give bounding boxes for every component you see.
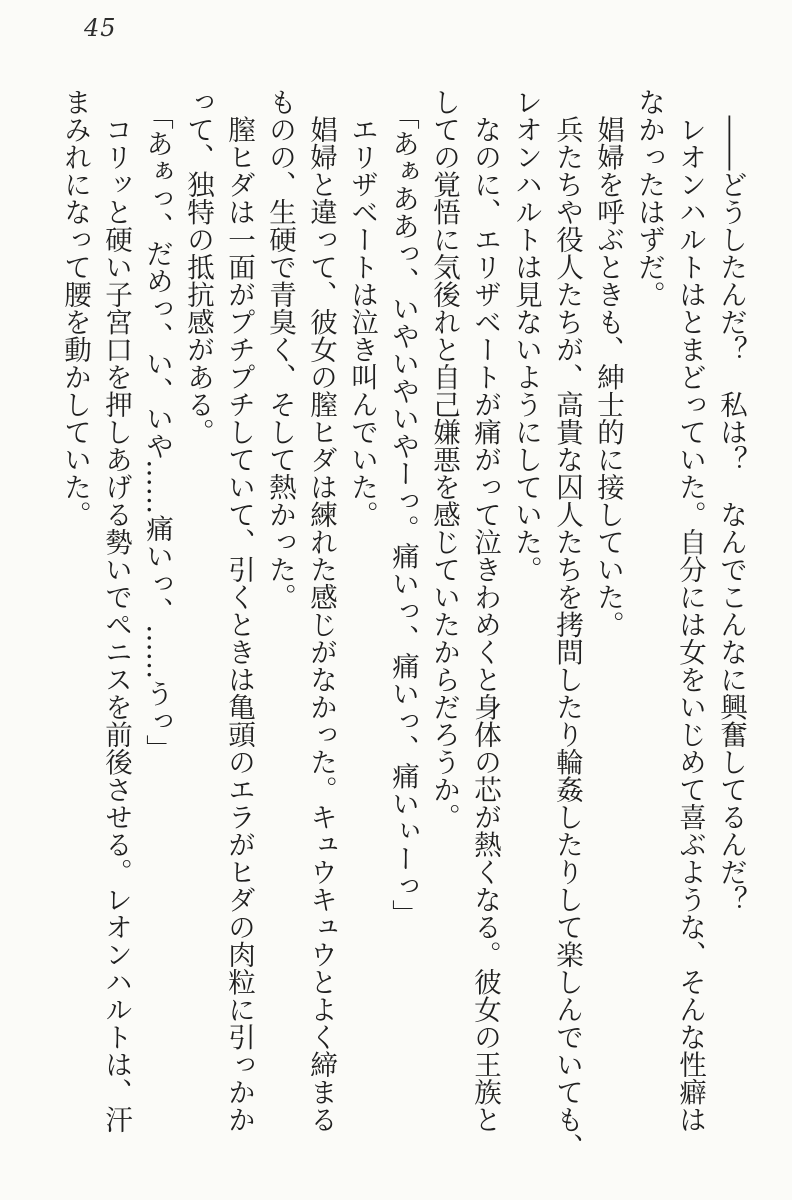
text-line: なかったはずだ。 — [633, 88, 665, 308]
text-line: 「あぁっ、だめっ、い、いや……痛いっ、……うっ」 — [141, 88, 173, 762]
text-line: レオンハルトは見ないようにしていた。 — [510, 88, 542, 583]
text-block — [54, 88, 751, 1161]
text-line: なのに、エリザベートが痛がって泣きわめくと身体の芯が熱くなる。彼女の王族と — [469, 88, 501, 1133]
text-line: まみれになって腰を動かしていた。 — [59, 88, 91, 528]
text-line: ――どうしたんだ？ 私は？ なんでこんなに興奮してるんだ？ — [715, 88, 747, 913]
text-line: エリザベートは泣き叫んでいた。 — [346, 88, 378, 528]
text-line: 兵たちや役人たちが、高貴な囚人たちを拷問したり輪姦したりして楽しんでいても、 — [551, 88, 583, 1161]
page-number: 45 — [84, 14, 117, 42]
text-line: 娼婦を呼ぶときも、紳士的に接していた。 — [592, 88, 624, 638]
text-line: 膣ヒダは一面がプチプチしていて、引くときは亀頭のエラがヒダの肉粒に引っかか — [223, 88, 255, 1133]
text-line: しての覚悟に気後れと自己嫌悪を感じていたからだろうか。 — [428, 88, 460, 831]
text-line: って、独特の抵抗感がある。 — [182, 88, 214, 446]
text-line: ものの、生硬で青臭く、そして熱かった。 — [264, 88, 296, 611]
text-line: 「あぁああっ、いやいやいやーっ。痛いっ、痛いっ、痛いぃーっ」 — [387, 88, 419, 927]
text-line: コリッと硬い子宮口を押しあげる勢いでペニスを前後させる。レオンハルトは、汗 — [100, 88, 132, 1133]
text-line: 娼婦と違って、彼女の膣ヒダは練れた感じがなかった。キュウキュウとよく締まる — [305, 88, 337, 1133]
text-line: レオンハルトはとまどっていた。自分には女をいじめて喜ぶような、そんな性癖は — [674, 88, 706, 1133]
